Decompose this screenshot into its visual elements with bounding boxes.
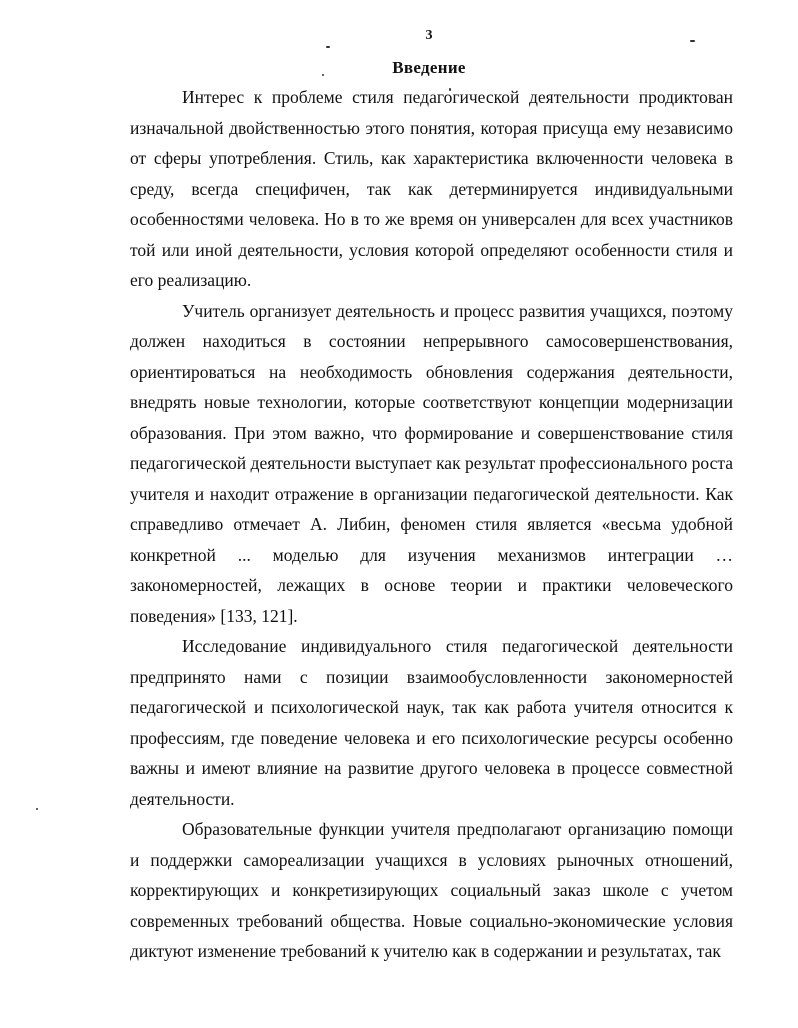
paragraph-2: Учитель организует деятельность и процесс развития учащихся, поэтому должен находиться в состоянии непрерывного самосовершенствования, ориентироваться на необходимость обновления содержания деятельности, внедрять новые технологии, которые соответствуют концепции модернизации образования. При этом важно, что формирование и совершенствование стиля педагогической деятельности выступает как результат профессионального роста учителя и находит отражение в организации педагогической деятельности. Как справедливо отмечает А. Либин, феномен стиля является «весьма удобной конкретной ... моделью для изучения механизмов интеграции …закономерностей, лежащих в основе теории и практики человеческого поведения» [133, 121]. [130, 300, 733, 626]
paragraph-1: Интерес к проблеме стиля педагогической деятельности продиктован изначальной двойственностью этого понятия, которая присуща ему независимо от сферы употребления. Стиль, как характеристика включенности человека в среду, всегда специфичен, так как детерминируется индивидуальными особенностями человека. Но в то же время он универсален для всех участников той или иной деятельности, условия которой определяют особенности стиля и его реализацию. [130, 87, 733, 290]
paragraph-4: Образовательные функции учителя предполагают организацию помощи и поддержки самореализации учащихся в условиях рыночных отношений, корректирующих и конкретизирующих социальный заказ школе с учетом современных требований общества. Новые социально-экономические условия диктуют изменение требований к учителю как в содержании и результатах, так [130, 819, 733, 961]
page-number: 3 [425, 28, 433, 43]
body-text [130, 82, 733, 967]
scan-speck [36, 808, 38, 810]
scan-speck [326, 46, 330, 48]
paragraph-3: Исследование индивидуального стиля педагогической деятельности предпринято нами с позиции взаимообусловленности закономерностей педагогической и психологической наук, так как работа учителя относится к профессиям, где поведение человека и его психологические ресурсы особенно важны и имеют влияние на развитие другого человека в процессе совместной деятельности. [130, 636, 733, 809]
section-heading: Введение [392, 58, 466, 77]
